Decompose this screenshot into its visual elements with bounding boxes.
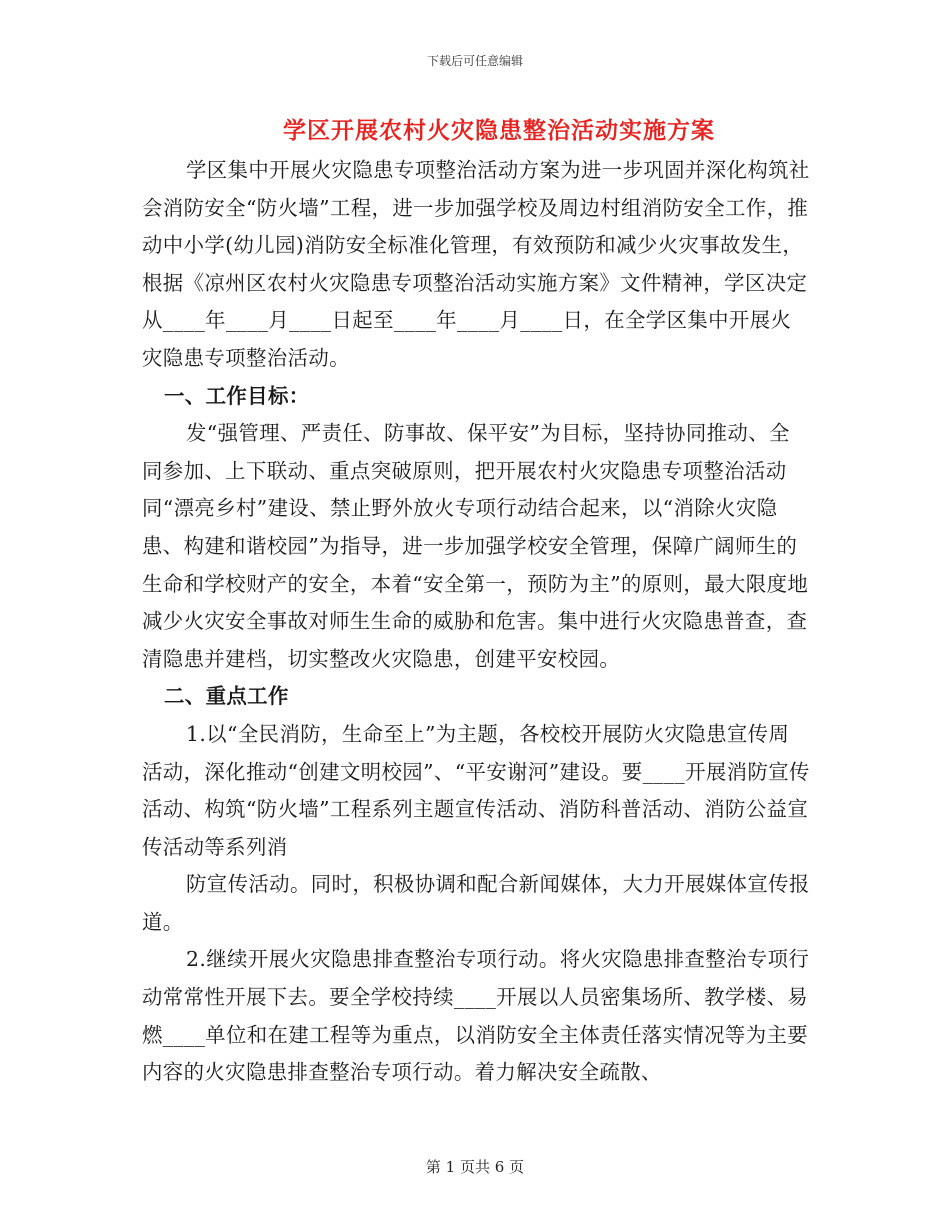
key-work-item-2: 2.继续开展火灾隐患排查整治专项行动。将火灾隐患排查整治专项行动常常性开展下去。要全学校持续____开展以人员密集场所、教学楼、易燃____单位和在建工程等为重点，以消防安全主体责任落实情况等为主要内容的火灾隐患排查整治专项行动。着力解决安全疏散、: [142, 947, 810, 1085]
key-work-item-1-continued: 防宣传活动。同时，积极协调和配合新闻媒体，大力开展媒体宣传报道。: [142, 872, 810, 934]
section-heading-key-work: 二、重点工作: [164, 684, 289, 709]
page-footer: 第 1 页共 6 页: [425, 1158, 525, 1176]
header-note: 下载后可任意编辑: [426, 54, 523, 68]
key-work-item-1: 1.以“全民消防，生命至上”为主题，各校校开展防火灾隐患宣传周活动，深化推动“创建文明校园”、“平安谢河”建设。要____开展消防宣传活动、构筑“防火墙”工程系列主题宣传活动、消防科普活动、消防公益宣传活动等系列消: [142, 721, 810, 859]
intro-paragraph: 学区集中开展火灾隐患专项整治活动方案为进一步巩固并深化构筑社会消防安全“防火墙”工程，进一步加强学校及周边村组消防安全工作，推动中小学(幼儿园)消防安全标准化管理，有效预防和减少火灾事故发生，根据《凉州区农村火灾隐患专项整治活动实施方案》文件精神，学区决定从____年____月____日起至____年____月____日，在全学区集中开展火灾隐患专项整治活动。: [142, 158, 810, 370]
section-heading-goals: 一、工作目标：: [164, 383, 310, 408]
document-title: 学区开展农村火灾隐患整治活动实施方案: [283, 117, 715, 144]
document-body: [142, 152, 810, 1092]
goals-paragraph: 发“强管理、严责任、防事故、保平安”为目标，坚持协同推动、全同参加、上下联动、重点突破原则，把开展农村火灾隐患专项整治活动同“漂亮乡村”建设、禁止野外放火专项行动结合起来，以“消除火灾隐患、构建和谐校园”为指导，进一步加强学校安全管理，保障广阔师生的生命和学校财产的安全，本着“安全第一，预防为主”的原则，最大限度地减少火灾安全事故对师生生命的威胁和危害。集中进行火灾隐患普查，查清隐患并建档，切实整改火灾隐患，创建平安校园。: [142, 421, 809, 671]
